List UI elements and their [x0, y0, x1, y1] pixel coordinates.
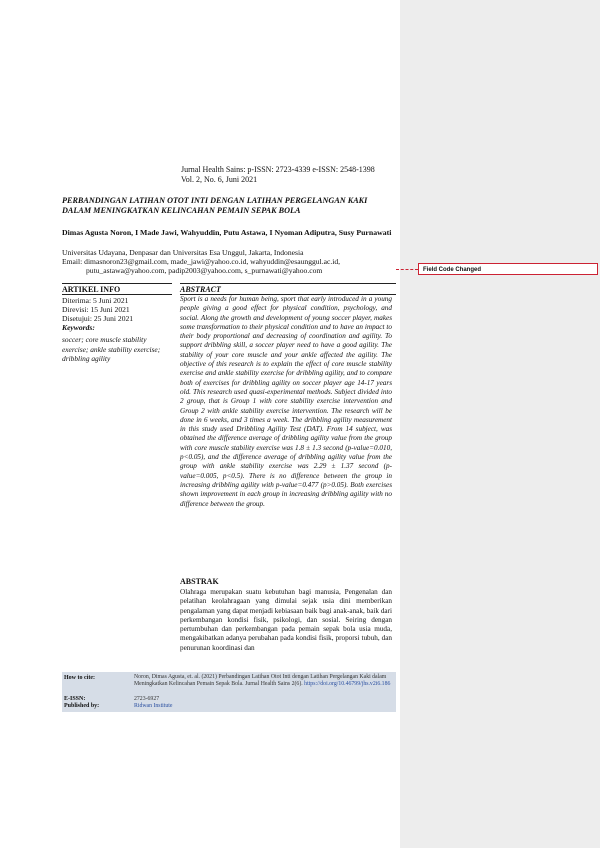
paper-title: PERBANDINGAN LATIHAN OTOT INTI DENGAN LATIHAN PERGELANGAN KAKI DALAM MENINGKATKAN KELINCAHAN PEMAIN SEPAK BOLA — [62, 196, 368, 215]
published-label: Published by: — [64, 703, 100, 709]
date-accepted: Disetujui: 25 Juni 2021 — [62, 314, 134, 323]
abstract-heading: ABSTRACT — [180, 285, 221, 294]
affiliation: Universitas Udayana, Denpasar dan Universitas Esa Unggul, Jakarta, Indonesia — [62, 248, 304, 257]
cite-label: How to cite: — [64, 675, 95, 681]
keywords: soccer; core muscle stability exercise; ankle stability exercise; dribbling agility — [62, 335, 161, 363]
cite-text-body: Noron, Dimas Agusta, et. al. (2021) Perbandingan Latihan Otot Inti dengan Latihan Pergelangan Kaki dalam Meningkatkan Kelincahan Pemain Sepak Bola. Jurnal Health Sains 2(6). — [134, 674, 387, 687]
date-received: Diterima: 5 Juni 2021 — [62, 296, 129, 305]
abstrak-text: Olahraga merupakan suatu kebutuhan bagi manusia, Pengenalan dan pelatihan keolahragaan yang dimulai sejak usia dini memberikan pengalaman yang dapat menjadi kebiasaan baik bagi anak-anak, baik dari perkembangan kondisi fisik, psikologi, dan sosial. Seiring dengan pertumbuhan dan perkembangan pada pemain sepak bola usia muda, mengakibatkan adanya perubahan pada kondisi fisik, proporsi tubuh, dan penurunan koordinasi dan — [180, 588, 392, 652]
email-line-1: Email: dimasnoron23@gmail.com, made_jawi@yahoo.co.id, wahyuddin@esaunggul.ac.id, — [62, 257, 341, 266]
journal-volume: Vol. 2, No. 6, Juni 2021 — [181, 175, 258, 184]
date-revised: Direvisi: 15 Juni 2021 — [62, 305, 130, 314]
article-info-heading: ARTIKEL INFO — [62, 285, 121, 294]
citation-box — [62, 672, 396, 712]
eissn-label: E-ISSN: — [64, 696, 86, 702]
keywords-heading: Keywords: — [62, 323, 95, 332]
publisher-link[interactable]: Ridwan Institute — [134, 703, 173, 709]
doi-link[interactable]: https://doi.org/10.46799/jhs.v2i6.186 — [304, 681, 391, 687]
divider — [62, 294, 172, 295]
journal-header — [181, 165, 396, 185]
divider — [180, 283, 396, 284]
comment-connector — [396, 269, 418, 271]
abstract-text: Sport is a needs for human being, sport that early introduced in a young people giving a good effect for physical condition, psychology, and social. Along the growth and development of young soccer player, makes some transformation to their physical condition and to have an impact to their body proportional and decreasing of coordination and agility. To support dribbling skill, a soccer player need to have a good agility. The stability of your core muscle and your ankle affected the agility. The objective of this research is to explain the effect of core muscle stability exercise and ankle stability exercise for dribbling agility, and to compare both of exercises for dribbling agility on soccer player age 14-17 years old. This research used quasi-experimental methods. Subject divided into 2 group, that is Group 1 with core stability exercise intervention and Group 2 with ankle stability exercise intervention. The research will be done in 6 weeks, and 3 times a week. The dribbling agility measurement in this study used Dribbling Agility Test (DAT). From 14 subject, was obtained the difference average of dribbling agility value from the group with core muscle stability exercise was 1.8 ± 1.3 second (p-value=0.010, p<0.05), and the difference average of dribbling agility value from the group with ankle stability exercise was 2.29 ± 1.37 second (p-value=0.005, p<0.5). There is no difference between the group in increasing dribbling agility with p-value=0.477 (p>0.05). Both exercises shown improvement in each group in increasing dribbling agility with no difference between the group. — [180, 295, 392, 508]
paper-authors: Dimas Agusta Noron, I Made Jawi, Wahyuddin, Putu Astawa, I Nyoman Adiputra, Susy Purnawati — [62, 228, 392, 237]
field-code-changed-balloon[interactable]: Field Code Changed — [418, 263, 598, 275]
abstrak-heading: ABSTRAK — [180, 577, 219, 586]
email-line-2: putu_astawa@yahoo.com, padip2003@yahoo.com, s_purnawati@yahoo.com — [86, 266, 323, 275]
divider — [62, 283, 172, 284]
eissn-value: 2723-6927 — [134, 696, 160, 702]
comment-margin-pane — [400, 0, 600, 848]
journal-issn: Jurnal Health Sains: p-ISSN: 2723-4339 e-ISSN: 2548-1398 — [181, 165, 375, 174]
cite-text — [134, 674, 392, 688]
